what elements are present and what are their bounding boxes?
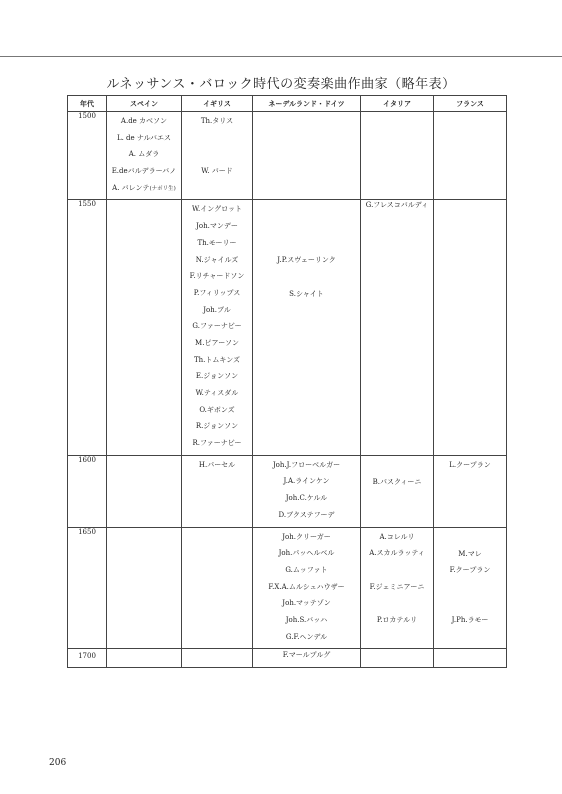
composer-chronology-table	[67, 95, 507, 668]
header-italy: イタリア	[361, 96, 434, 112]
composer-name: F.ジェミニアーニ	[369, 582, 425, 591]
composer-name: J.A.ラインケン	[283, 477, 330, 486]
composer-name: F.X.A.ムルシュハウザー	[268, 582, 345, 591]
composer-name: M.マレ	[458, 549, 482, 558]
composer-name: Joh.ブル	[203, 305, 231, 314]
composer-name: B.パスクィーニ	[372, 477, 422, 486]
composer-name: F.マールプルグ	[282, 651, 331, 660]
composer-name: Th.モーリー	[197, 238, 237, 247]
netherlands-germany-cell	[253, 649, 361, 668]
netherlands-germany-cell	[253, 527, 361, 649]
composer-name: Joh.マンデー	[196, 222, 238, 231]
composer-name: A. バレンテ	[112, 183, 150, 192]
england-cell	[182, 112, 253, 200]
composer-name: H.パーセル	[198, 460, 236, 469]
header-england: イギリス	[182, 96, 253, 112]
composer-name: G.ファーナビー	[192, 322, 242, 331]
composer-name: F.リチャードソン	[189, 272, 245, 281]
composer-name: Joh.クリーガー	[282, 532, 331, 541]
composer-name: A.スカルラッティ	[369, 549, 425, 558]
italy-cell	[361, 527, 434, 649]
table-row	[68, 200, 507, 455]
composer-name: E.deバルデラーバノ	[111, 167, 177, 176]
spain-cell	[107, 455, 182, 527]
composer-name: D.ブクステフーデ	[278, 510, 335, 519]
year-cell: 1650	[68, 527, 107, 649]
composer-name: Joh.C.ケルル	[285, 494, 328, 503]
netherlands-germany-cell	[253, 112, 361, 200]
composer-name: L. de ナルバエス	[116, 133, 172, 142]
france-cell	[434, 527, 507, 649]
composer-name: Joh.パッヘルベル	[278, 549, 335, 558]
header-netherlands-germany: ネーデルランド・ドイツ	[253, 96, 361, 112]
spain-cell	[107, 649, 182, 668]
england-cell	[182, 200, 253, 455]
composer-name: P.フィリップス	[193, 288, 241, 297]
france-cell	[434, 200, 507, 455]
england-cell	[182, 527, 253, 649]
spain-cell	[107, 527, 182, 649]
header-rule	[0, 56, 562, 57]
page-number: 206	[49, 758, 67, 768]
composer-name: L.クープラン	[449, 460, 491, 469]
header-year: 年代	[68, 96, 107, 112]
table-row	[68, 112, 507, 200]
france-cell	[434, 112, 507, 200]
composer-name: F.クープラン	[449, 566, 491, 575]
france-cell	[434, 649, 507, 668]
table-row	[68, 649, 507, 668]
netherlands-germany-cell	[253, 455, 361, 527]
year-cell: 1550	[68, 200, 107, 455]
composer-name: R.ジョンソン	[195, 422, 239, 431]
composer-name: W.ティスダル	[195, 389, 239, 397]
composer-name: J.Ph.ラモー	[451, 616, 489, 625]
composer-name: W.イングロット	[192, 205, 242, 214]
table-row	[68, 455, 507, 527]
table-header-row	[68, 96, 507, 112]
header-spain: スペイン	[107, 96, 182, 112]
composer-name: G.ムッファト	[285, 565, 328, 574]
composer-name: A.de カベソン	[120, 117, 168, 125]
page-title: ルネッサンス・バロック時代の変奏楽曲作曲家（略年表）	[106, 77, 456, 92]
composer-name: E.ジョンソン	[195, 372, 239, 381]
netherlands-germany-cell	[253, 200, 361, 455]
year-cell: 1700	[68, 649, 107, 668]
england-cell	[182, 455, 253, 527]
year-cell: 1600	[68, 455, 107, 527]
england-cell	[182, 649, 253, 668]
composer-name: O.ギボンズ	[199, 405, 235, 414]
composer-name: Joh.マッテゾン	[282, 599, 331, 608]
composer-name: A.コレルリ	[379, 532, 415, 541]
composer-name: R.ファーナビー	[192, 439, 242, 448]
composer-name: S.シャイト	[289, 289, 324, 298]
composer-name: N.ジャイルズ	[195, 255, 239, 264]
composer-name: M.ピアーソン	[195, 338, 239, 347]
spain-cell	[107, 112, 182, 200]
composer-name: P.ロカテルリ	[376, 615, 418, 624]
year-cell: 1500	[68, 112, 107, 200]
italy-cell	[361, 112, 434, 200]
composer-name: Joh.S.バッハ	[285, 615, 328, 624]
header-france: フランス	[434, 96, 507, 112]
birthplace-note: (ナポリ生)	[149, 185, 176, 192]
italy-cell	[361, 455, 434, 527]
table-row	[68, 527, 507, 649]
italy-cell	[361, 200, 434, 455]
composer-name: J.P.スヴェーリンク	[277, 256, 336, 265]
composer-name: A. ムダラ	[128, 150, 160, 159]
france-cell	[434, 455, 507, 527]
composer-name: G.F.ヘンデル	[285, 632, 328, 641]
composer-name: W. バード	[201, 167, 233, 176]
italy-cell	[361, 649, 434, 668]
composer-name-with-note	[112, 183, 176, 200]
composer-name: Th.タリス	[200, 117, 234, 125]
spain-cell	[107, 200, 182, 455]
composer-name: Th.トムキンズ	[193, 355, 241, 364]
composer-name: G.フレスコバルディ	[365, 201, 429, 210]
composer-name: Joh.J.フローベルガー	[272, 460, 341, 469]
